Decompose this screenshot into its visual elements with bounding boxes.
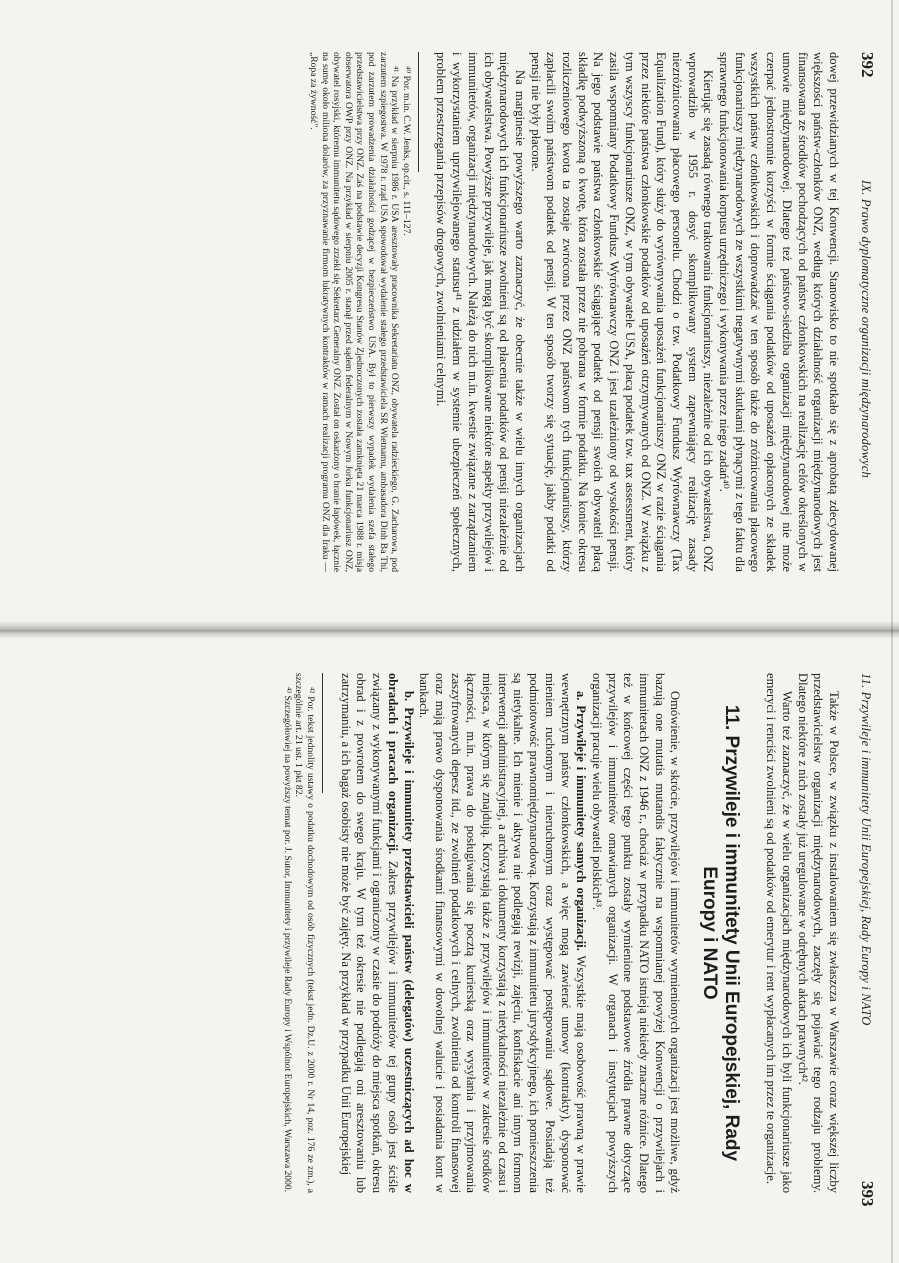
section-b <box>337 673 416 1193</box>
right-page <box>0 633 899 1263</box>
page-number-right: 393 <box>858 1181 877 1207</box>
paragraph: Kierując się zasadą równego traktowania funkcjonariuszy, niezależnie od ich obywatelstwa, ONZ wprowadziło w 1955 r. dosyć skomplikowany system zapewniający realizację zasady niezróżnicowania płacowego personelu. Chodzi o tzw. Podatkowy Fundusz Wyrównawczy (Tax Equalization Fund), który służy do wyrównywania uposażeń funkcjonariuszy ONZ w razie ściągania przez niektóre państwa członkowskie podatków od uposażeń otrzymywanych od ONZ. W związku z tym wszyscy funkcjonariusze ONZ, w tym obywatele USA, płacą podatek tzw. tax assessment, który zasila wspomniany Podatkowy Fundusz Wyrównawczy ONZ i jest uzależniony od wysokości pensji. Na jego podstawie państwa członkowskie ściągające podatek od pensji swoich obywateli płacą składkę podwyższoną o kwotę, która została przez nie pobrana w formie podatku. Na koniec okresu rozliczeniowego kwota ta zostaje zwrócona przez ONZ państwom tych funkcjonariuszy, którzy zapłacili swoim państwom podatek od pensji. W ten sposób tworzy się sytuację, jakby podatki od pensji nie były płacone. <box>528 52 716 572</box>
footnote-rule <box>418 52 419 172</box>
footnote-rule <box>322 673 323 793</box>
left-text-column <box>307 52 841 572</box>
section-a-text: Wszystkie mają osobowość prawną w prawie wewnętrznym państw członkowskich, a więc mogą zawierać umowy (kontrakty), dysponować mieniem ruchomym i nieruchomym oraz występować postępowaniu sądowe. Posiadają też podmiotowość prawnomiędzynarodową. Korzystają z immunitetu jurysdykcyjnego, ich pomieszczenia są nietykalne. Ich mienie i aktywa nie podlegają rewizji, zajęciu, konfiskacie ani innym formom interwencji administracyjnej, a archiwa i dokumenty korzystają z nietykalności niezależnie od czasu i miejsca, w którym się znajdują. Korzystają także z przywilejów i immunitetów w zakresie środków łączności, m.in. prawa do posługiwania się pocztą kurierską oraz wysyłania i przyjmowania zaszyfrowanych depesz itd., ze zwolnień podatkowych i celnych, zwolnienia od kontroli finansowej oraz mają prawo dysponowania środkami finansowymi w dowolnej walucie i posiadania kont w bankach. <box>417 673 589 1193</box>
footnote: ⁴¹ Na przykład w sierpniu 1986 r. USA aresztowały pracownika Sekretariatu ONZ, obywatela radzieckiego, G. Zacharowa, pod zarzutem szpiegostwa. W 1978 r. rząd USA spowodował wydalenie stałego przedstawiciela SR Wietnamu, ambasadora Dinh Ba Thi, pod zarzutem prowadzenia działalności godzącej w bezpieczeństwo USA. Był to pierwszy wypadek wydalenia szefa stałego przedstawicielstwa przy ONZ. Zaś na podstawie decyzji Kongresu Stanów Zjednoczonych została zamknięta 21 marca 1988 r. misja obserwatora OWP przy ONZ. Na przykład w sierpniu 2005 r. stanął przed sądem federalnym w Nowym Jorku funkcjonariusz ONZ, obywatel rosyjski, któremu immunitetu sądowego zrzekł się Sekretarz Generalny ONZ. Został on oskarżony o branie łapówek, łącznie na sumę około miliona dolarów, za przyznawanie firmom lukratywnych kontraktów w ramach realizacji programu ONZ dla Iraku — „Ropa za żywność". <box>307 52 401 572</box>
footnotes-left <box>307 52 418 572</box>
section-b-text: Zakres przywilejów i immunitetów tej grupy osób jest ściśle związany z wykonywanymi funkcjami i ograniczony w czasie do podróży do miejsca spotkań, okresu obrad i z powrotem do swego kraju. W tym też okresie nie podlegają oni aresztowaniu lub zatrzymaniu, a ich bagaż osobisty nie może być zajęty. Na przykład w przypadku Unii Europejskiej <box>338 673 400 1193</box>
paragraph: dowej przewidzianych w tej Konwencji. Stanowisko to nie spotkało się z aprobatą zdecydowanej większości państw-członków ONZ, według których działalność organizacji międzynarodowych jest finansowana ze środków pochodzących od państw członkowskich na realizację celów określonych w umowie międzynarodowej. Dlatego też państwo-siedziba organizacji międzynarodowej nie może czerpać jednostronnie korzyści w formie ściągania podatków od uposażeń opłaconych ze składek wszystkich państw członkowskich i doprowadzać w ten sposób także do zróżnicowania płacowego funkcjonariuszy międzynarodowych ze wszystkimi negatywnymi skutkami płynącymi z tego faktu dla sprawnego funkcjonowania korpusu urzędniczego i wykonywania przez niego zadań⁴⁰. <box>717 52 841 572</box>
running-head-right: 11. Przywileje i immunitety Unii Europejskiej, Rady Europy i NATO <box>859 673 873 1026</box>
paragraph: Także w Polsce, w związku z instalowaniem się zwłaszcza w Warszawie coraz większej liczby przedstawicielstw organizacji międzynarodowych, zaczęły się pojawiać tego rodzaju problemy. Dlatego niektóre z nich zostały już uregulowane w odrębnych aktach prawnych⁴². <box>795 673 841 1193</box>
running-head-left: IX. Prawo dyplomatyczne organizacji międzynarodowych <box>859 180 873 478</box>
section-a-heading: a. Przywileje i immunitety samych organizacji. <box>574 691 589 951</box>
footnote: ⁴³ Szczegółowiej na powyższy temat por. J. Sutor, Immunitety i przywileje Rady Europy i Wspólnot Europejskich, Warszawa 2000. <box>281 687 293 1193</box>
footnote: ⁴⁰ Por. m.in. C.W. Jenks, op.cit., s. 111–127. <box>400 66 412 236</box>
paragraph: Warto też zaznaczyć, że w wielu organizacjach międzynarodowych ich byli funkcjonariusze jako emeryci i renciści zwolnieni są od podatków od emerytur i rent wypłacanych im przez te organizacje. <box>764 673 794 1193</box>
paragraph: Na marginesie powyższego warto zaznaczyć, że obecnie także w wielu innych organizacjach międzynarodowych ich funkcjonariusze zwolnieni są od płacenia podatków od pensji niezależnie od ich obywatelstwa. Powyższe przywileje, jak mogą być skomplikowane niektóre aspekty przywilejów i immunitetów, organizacji międzynarodowych. Należą do nich m.in. kwestie związane z zarządzaniem i wykorzystaniem uprzywilejowanego statusu⁴¹ z udziałem w systemie ubezpieczeń społecznych, problem przestrzegania przepisów drogowych, zwolnieniami celnymi. <box>434 52 527 572</box>
page-number-left: 392 <box>858 52 877 78</box>
chapter-title: 11. Przywileje i immunitety Unii Europejskiej, Rady Europy i NATO <box>699 704 743 1162</box>
section-a <box>416 673 589 1193</box>
footnote: ⁴² Por. tekst jednolity ustawy o podatku dochodowym od osób fizycznych (tekst jedn. Dz.U. z 2000 r. Nr 14, poz. 176 ze zm.), a szczególnie art. 21 ust. 1 pkt 82. <box>293 673 317 1193</box>
right-text-column <box>281 673 841 1193</box>
left-page <box>0 0 899 630</box>
paragraph: Omówienie, w skrócie, przywilejów i immunitetów wymienionych organizacji jest możliwe, gdyż bazują one mutatis mutandis faktycznie na wspomnianej powyżej Konwencji o przywilejach i immunitetach ONZ z 1946 r., chociaż w przypadku NATO istnieją niekiedy znaczne różnice. Dlatego też w końcowej części tego punktu zostały wymienione podstawowe źródła prawne dotyczące przywilejów i immunitetów omawianych organizacji. W organach i instytucjach powyższych organizacji pracuje wielu obywateli polskich⁴³. <box>589 673 683 1193</box>
footnotes-right <box>281 673 323 1193</box>
section-b-heading: b. Przywileje i immunitety przedstawicieli państw (delegatów) uczestniczących ad hoc w obradach i pracach organizacji. <box>385 673 416 1193</box>
